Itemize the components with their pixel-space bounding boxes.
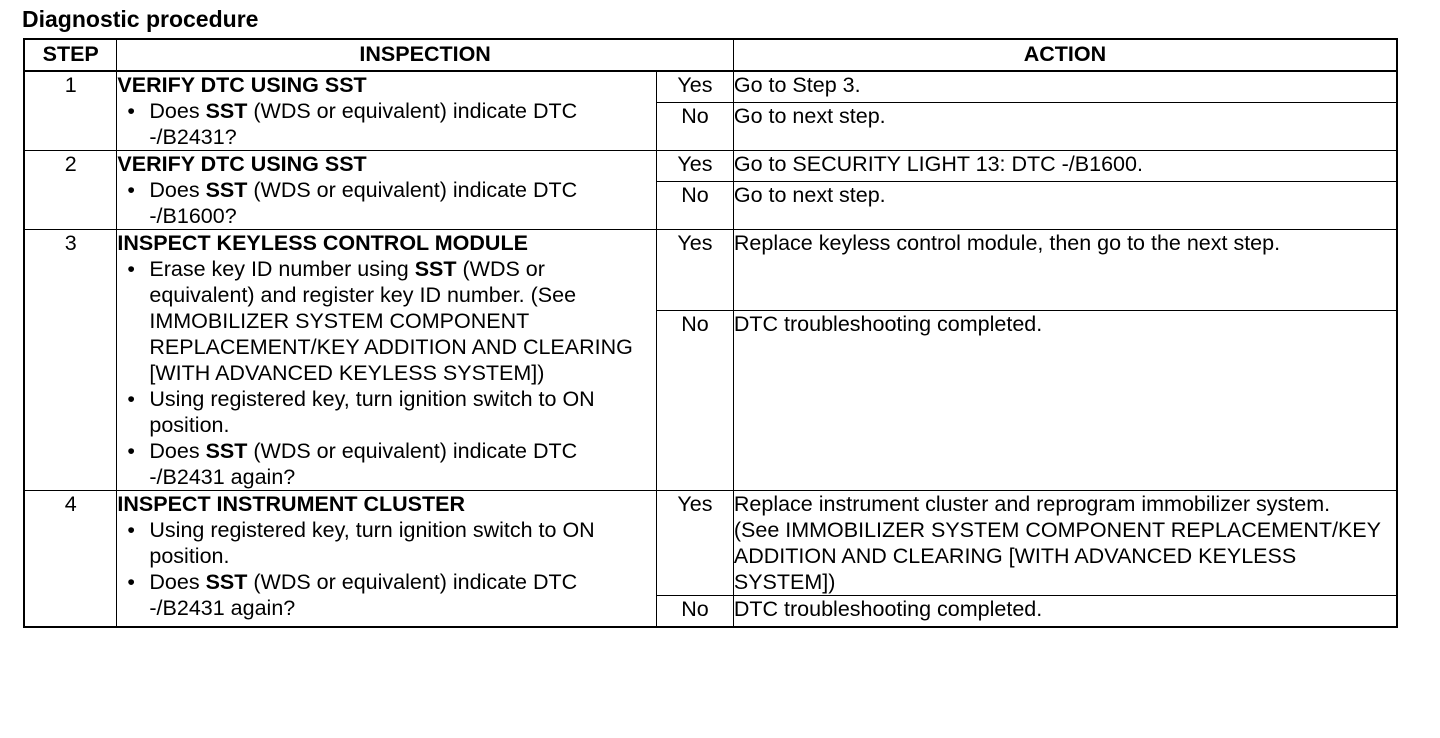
inspection-cell	[117, 491, 657, 628]
inspection-bullet: • Erase key ID number using SST (WDS or equivalent) and register key ID number. (See IMMOBILIZER SYSTEM COMPONENT REPLACEMENT/KEY ADDITION AND CLEARING [WITH ADVANCED KEYLESS SYSTEM])	[117, 256, 656, 386]
no-label: No	[657, 182, 734, 230]
table-row	[24, 491, 1397, 596]
inspection-list	[117, 177, 656, 229]
step-number: 2	[24, 151, 117, 230]
yes-label: Yes	[657, 491, 734, 596]
yes-action: Replace instrument cluster and reprogram immobilizer system.	[733, 492, 1331, 516]
yes-label: Yes	[657, 151, 734, 182]
inspection-bullet: • Using registered key, turn ignition switch to ON position.	[117, 386, 656, 438]
page-title: Diagnostic procedure	[22, 6, 259, 32]
yes-action: Replace keyless control module, then go to the next step.	[733, 230, 1397, 311]
inspection-cell	[117, 71, 657, 151]
inspection-list	[117, 98, 656, 150]
header-step: STEP	[24, 39, 117, 71]
table-header-row	[24, 39, 1397, 71]
inspection-list	[117, 517, 656, 621]
inspection-bullet: • Does SST (WDS or equivalent) indicate DTC -/B2431?	[117, 98, 656, 150]
inspection-bullet: • Does SST (WDS or equivalent) indicate DTC -/B2431 again?	[117, 569, 656, 621]
inspection-title: VERIFY DTC USING SST	[117, 73, 367, 97]
yes-action-cell	[733, 491, 1397, 596]
no-action: DTC troubleshooting completed.	[733, 311, 1397, 491]
inspection-cell	[117, 230, 657, 491]
diagnostic-table	[23, 38, 1398, 628]
yes-action: Go to Step 3.	[733, 71, 1397, 103]
yes-label: Yes	[657, 71, 734, 103]
inspection-bullet: • Does SST (WDS or equivalent) indicate DTC -/B2431 again?	[117, 438, 656, 490]
table-row	[24, 230, 1397, 311]
no-action: DTC troubleshooting completed.	[733, 596, 1397, 628]
step-number: 4	[24, 491, 117, 628]
step-number: 3	[24, 230, 117, 491]
no-label: No	[657, 103, 734, 151]
yes-action-note: (See IMMOBILIZER SYSTEM COMPONENT REPLACEMENT/KEY ADDITION AND CLEARING [WITH ADVANCED KEYLESS SYSTEM])	[733, 518, 1381, 594]
header-action: ACTION	[733, 39, 1397, 71]
no-action: Go to next step.	[733, 103, 1397, 151]
inspection-title: VERIFY DTC USING SST	[117, 152, 367, 176]
no-action: Go to next step.	[733, 182, 1397, 230]
inspection-cell	[117, 151, 657, 230]
inspection-bullet: • Using registered key, turn ignition switch to ON position.	[117, 517, 656, 569]
table-row	[24, 151, 1397, 182]
inspection-list	[117, 256, 656, 490]
inspection-bullet: • Does SST (WDS or equivalent) indicate DTC -/B1600?	[117, 177, 656, 229]
step-number: 1	[24, 71, 117, 151]
header-inspection: INSPECTION	[117, 39, 733, 71]
table-row	[24, 71, 1397, 103]
no-label: No	[657, 596, 734, 628]
no-label: No	[657, 311, 734, 491]
yes-label: Yes	[657, 230, 734, 311]
inspection-title: INSPECT INSTRUMENT CLUSTER	[117, 492, 465, 516]
yes-action: Go to SECURITY LIGHT 13: DTC -/B1600.	[733, 151, 1397, 182]
inspection-title: INSPECT KEYLESS CONTROL MODULE	[117, 231, 528, 255]
